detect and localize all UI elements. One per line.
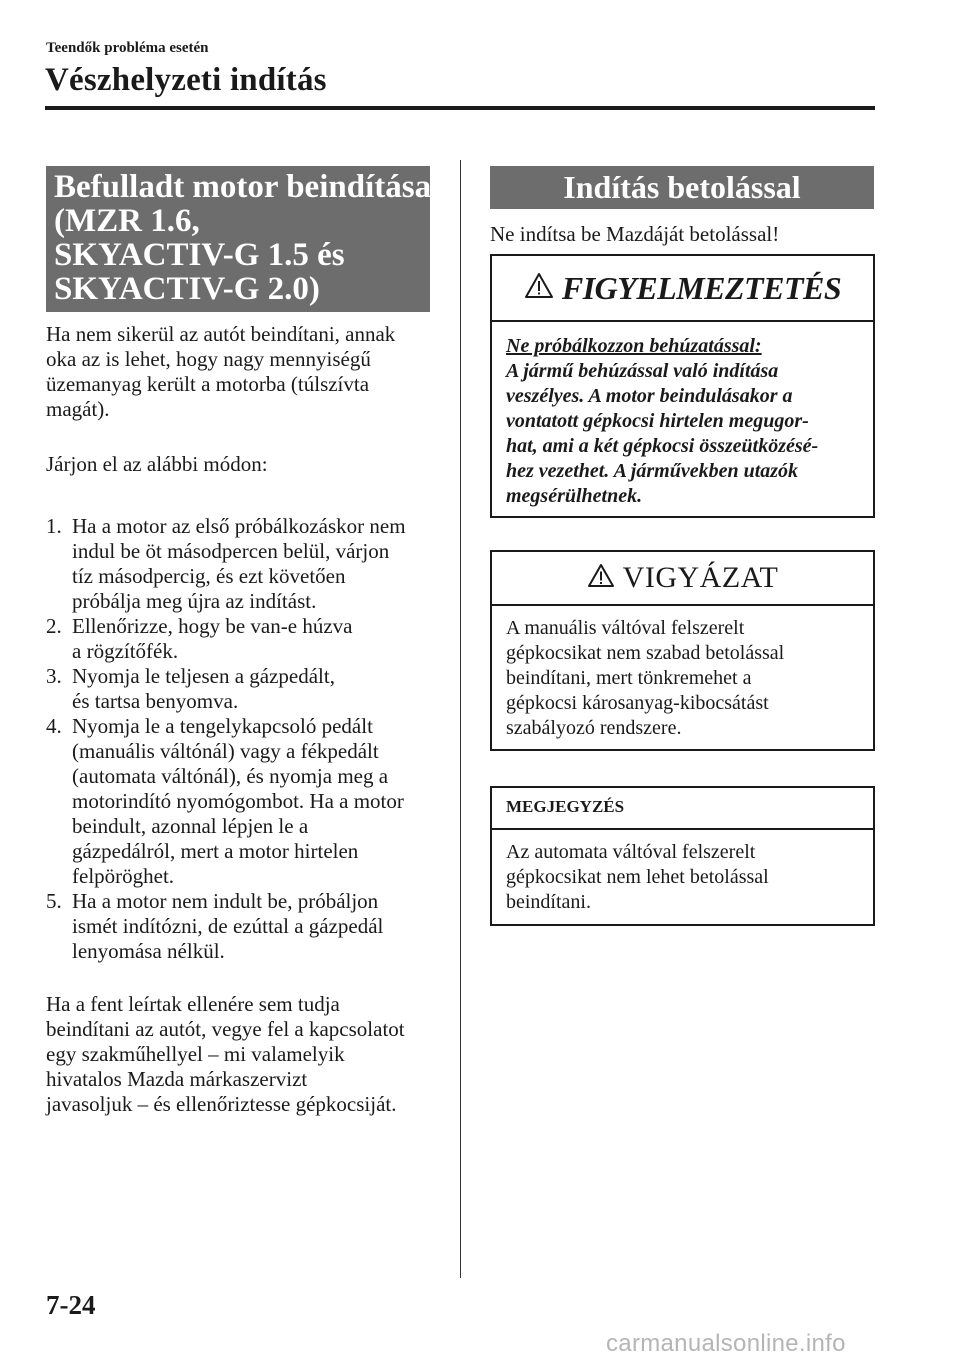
text-line: beindítani, mert tönkremehet a (506, 667, 752, 689)
text-line: Az automata váltóval felszerelt (506, 841, 756, 863)
text-line: ismét indítózni, de ezúttal a gázpedál (72, 914, 384, 938)
caution-title: VIGYÁZAT (622, 561, 779, 594)
step-number: 5. (46, 889, 62, 913)
text-line: indul be öt másodpercen belül, várjon (72, 539, 390, 563)
text-line: gépkocsi károsanyag-kibocsátást (506, 692, 769, 714)
text-line: Ha a motor nem indult be, próbáljon (72, 889, 379, 913)
list-item (46, 614, 456, 664)
warning-body (492, 322, 873, 509)
text-line: Ha a motor az első próbálkozáskor nem (72, 514, 406, 538)
text-line: beindítani az autót, vegye fel a kapcsolatot (46, 1017, 405, 1041)
note-body (492, 830, 873, 915)
step-number: 2. (46, 614, 62, 638)
warning-box (490, 254, 875, 518)
heading-line: SKYACTIV-G 1.5 és (54, 237, 345, 273)
steps-list (46, 514, 456, 964)
section-heading-push-start: Indítás betolással (490, 166, 874, 209)
warning-triangle-icon (587, 563, 615, 593)
text-line: Ellenőrizze, hogy be van-e húzva (72, 614, 353, 638)
text-line: felpöröghet. (72, 864, 175, 888)
title-rule (45, 106, 875, 110)
warning-triangle-icon (524, 272, 554, 304)
text-line: hivatalos Mazda márkaszervizt (46, 1067, 308, 1091)
caution-body (492, 606, 873, 741)
warning-header (492, 256, 873, 322)
text-line: (automata váltónál), és nyomja meg a (72, 764, 389, 788)
text-line: megsérülhetnek. (506, 485, 643, 507)
text-line: Ha a fent leírtak ellenére sem tudja (46, 992, 340, 1016)
text-line: Nyomja le a tengelykapcsoló pedált (72, 714, 373, 738)
step-number: 3. (46, 664, 62, 688)
text-line: próbálja meg újra az indítást. (72, 589, 317, 613)
push-start-intro: Ne indítsa be Mazdáját betolással! (490, 222, 780, 246)
text-line: gépkocsikat nem lehet betolással (506, 866, 769, 888)
text-line: a rögzítőfék. (72, 639, 179, 663)
warning-lead: Ne próbálkozzon behúzatással: (506, 335, 762, 357)
text-line: vontatott gépkocsi hirtelen megugor- (506, 410, 809, 432)
caution-box (490, 550, 875, 751)
column-divider (460, 160, 461, 1278)
text-line: szabályozó rendszere. (506, 717, 682, 739)
outro-paragraph (46, 992, 451, 1117)
heading-line: (MZR 1.6, (54, 203, 200, 239)
text-line: Nyomja le teljesen a gázpedált, (72, 664, 335, 688)
text-line: motorindító nyomógombot. Ha a motor (72, 789, 404, 813)
intro-paragraph (46, 322, 446, 422)
text-line: hat, ami a két gépkocsi összeütközésé- (506, 435, 819, 457)
list-item (46, 889, 456, 964)
page-title: Vészhelyzeti indítás (45, 62, 327, 98)
caution-header (492, 552, 873, 606)
list-item (46, 714, 456, 889)
text-line: egy szakműhellyel – mi valamelyik (46, 1042, 345, 1066)
text-line: veszélyes. A motor beindulásakor a (506, 385, 793, 407)
text-line: beindult, azonnal lépjen le a (72, 814, 309, 838)
text-line: magát). (46, 397, 110, 421)
text-line: gépkocsikat nem szabad betolással (506, 642, 785, 664)
step-number: 1. (46, 514, 62, 538)
page-number: 7-24 (46, 1290, 96, 1320)
heading-line: Befulladt motor beindítása (54, 169, 432, 205)
text-line: lenyomása nélkül. (72, 939, 225, 963)
text-line: Ha nem sikerül az autót beindítani, annak (46, 322, 396, 346)
list-item (46, 664, 456, 714)
text-line: üzemanyag került a motorba (túlszívta (46, 372, 370, 396)
text-line: beindítani. (506, 891, 591, 913)
note-title: MEGJEGYZÉS (492, 788, 873, 830)
instruction-text: Járjon el az alábbi módon: (46, 452, 268, 476)
text-line: (manuális váltónál) vagy a fékpedált (72, 739, 379, 763)
text-line: gázpedálról, mert a motor hirtelen (72, 839, 359, 863)
text-line: hez vezethet. A járművekben utazók (506, 460, 799, 482)
watermark-text: carmanualsonline.info (606, 1330, 846, 1357)
text-line: oka az is lehet, hogy nagy mennyiségű (46, 347, 371, 371)
text-line: tíz másodpercig, és ezt követően (72, 564, 346, 588)
breadcrumb: Teendők probléma esetén (46, 40, 209, 56)
list-item (46, 514, 456, 614)
text-line: A manuális váltóval felszerelt (506, 617, 745, 639)
section-heading-flooded-engine (46, 166, 430, 312)
text-line: A jármű behúzással való indítása (506, 360, 779, 382)
text-line: javasoljuk – és ellenőriztesse gépkocsiját. (46, 1092, 397, 1116)
heading-line: SKYACTIV-G 2.0) (54, 271, 320, 307)
text-line: és tartsa benyomva. (72, 689, 239, 713)
warning-title: FIGYELMEZTETÉS (561, 269, 842, 306)
step-number: 4. (46, 714, 62, 738)
note-box (490, 786, 875, 926)
